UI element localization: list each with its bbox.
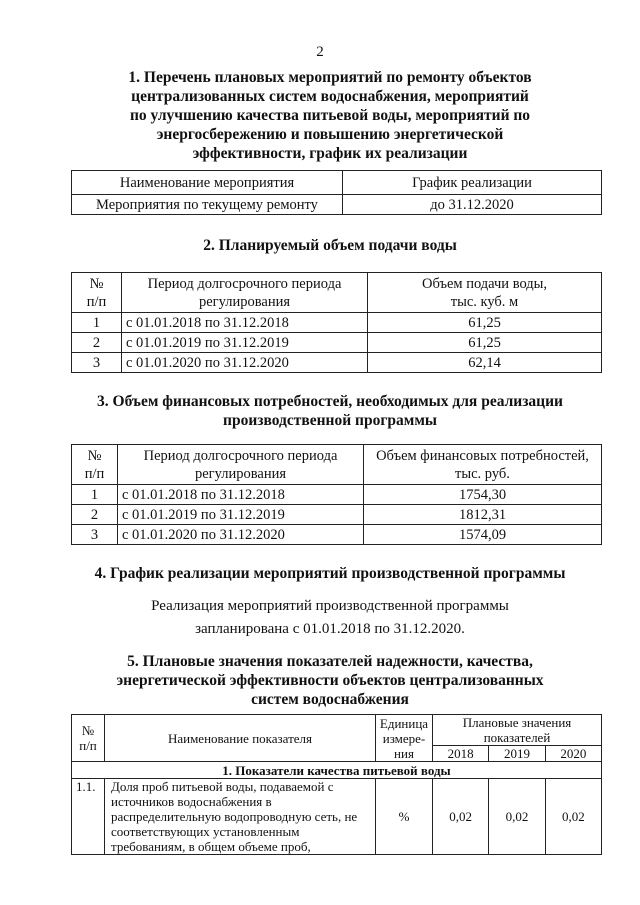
header-line: п/п [84, 465, 105, 482]
table-row [72, 333, 602, 353]
section1-header-schedule: График реализации [343, 171, 602, 195]
header-line: п/п [86, 293, 107, 310]
section3-header-period [118, 445, 364, 485]
row-period: с 01.01.2018 по 31.12.2018 [118, 485, 364, 505]
section2-header-num [72, 273, 122, 313]
section1-cell: до 31.12.2020 [343, 195, 602, 215]
section1-title-line: энергосбережению и повышению энергетической [156, 126, 504, 143]
table-row [72, 353, 602, 373]
row-period: с 01.01.2019 по 31.12.2019 [122, 333, 368, 353]
row-value: 61,25 [368, 333, 602, 353]
header-line: Объем финансовых потребностей, [376, 447, 589, 464]
header-line: Плановые значения [462, 715, 572, 730]
section1-table [71, 170, 602, 215]
section1-cell: Мероприятия по текущему ремонту [72, 195, 343, 215]
section4-title: 4. График реализации мероприятий производственной программы [94, 565, 566, 582]
header-line: ния [394, 745, 414, 761]
header-line: № [89, 275, 104, 292]
row-period: с 01.01.2020 по 31.12.2020 [122, 353, 368, 373]
section3-title-line: производственной программы [223, 412, 437, 429]
section3-header-num [72, 445, 118, 485]
header-line: тыс. куб. м [450, 293, 519, 310]
section5-header-unit [376, 715, 433, 762]
table-row [72, 779, 602, 855]
row-num: 2 [72, 333, 122, 353]
section2-title-block [60, 236, 600, 255]
section1-header-name: Наименование мероприятия [72, 171, 343, 195]
header-line: тыс. руб. [455, 465, 510, 482]
row-value-2019: 0,02 [489, 779, 545, 855]
section3-title [40, 392, 620, 430]
row-name-line: источников водоснабжения в [111, 794, 272, 809]
section1-title-line: централизованных систем водоснабжения, мероприятий [131, 88, 529, 105]
row-num: 1.1. [72, 779, 105, 855]
row-value-2020: 0,02 [545, 779, 601, 855]
header-line: измере- [382, 730, 426, 746]
table-row [72, 505, 602, 525]
row-num: 3 [72, 353, 122, 373]
section1-title [60, 68, 600, 163]
header-line: регулирования [198, 293, 291, 310]
section4-text [40, 595, 620, 641]
section5-title-line: 5. Плановые значения показателей надежности, качества, [127, 653, 533, 670]
header-line: Период долгосрочного периода [143, 447, 338, 464]
section4-text-line: запланирована с 01.01.2018 по 31.12.2020. [195, 621, 465, 637]
section2-header-period [122, 273, 368, 313]
section5-header-num [72, 715, 105, 762]
row-name-line: Доля проб питьевой воды, подаваемой с [111, 779, 334, 794]
header-line: Период долгосрочного периода [147, 275, 342, 292]
section1-title-line: по улучшению качества питьевой воды, мероприятий по [129, 107, 531, 124]
section1-title-line: 1. Перечень плановых мероприятий по ремонту объектов [128, 69, 532, 86]
table-row [72, 485, 602, 505]
section4-text-line: Реализация мероприятий производственной программы [151, 598, 509, 614]
section3-table [71, 444, 602, 545]
row-name [105, 779, 376, 855]
section4-title-block [40, 564, 620, 583]
row-num: 1 [72, 313, 122, 333]
year-2018: 2018 [433, 746, 489, 762]
row-num: 2 [72, 505, 118, 525]
header-line: № [81, 723, 95, 738]
row-value-2018: 0,02 [433, 779, 489, 855]
row-name-line: распределительную водопроводную сеть, не [111, 809, 358, 824]
row-num: 1 [72, 485, 118, 505]
section5-title [40, 652, 620, 709]
table-row [72, 195, 602, 215]
section5-header-plan [433, 715, 602, 746]
header-line: Объем подачи воды, [421, 275, 548, 292]
table-row [72, 525, 602, 545]
year-2020: 2020 [545, 746, 601, 762]
header-line: Единица [379, 715, 429, 731]
table-row [72, 313, 602, 333]
section2-table [71, 272, 602, 373]
row-unit: % [376, 779, 433, 855]
row-value: 61,25 [368, 313, 602, 333]
section5-title-line: систем водоснабжения [251, 691, 409, 708]
header-line: п/п [79, 738, 97, 753]
row-name-line: соответствующих установленным [111, 824, 300, 839]
section5-title-line: энергетической эффективности объектов централизованных [116, 672, 544, 689]
section3-header-value [364, 445, 602, 485]
page-number: 2 [316, 44, 324, 60]
header-line: регулирования [194, 465, 287, 482]
row-period: с 01.01.2019 по 31.12.2019 [118, 505, 364, 525]
section3-title-line: 3. Объем финансовых потребностей, необходимых для реализации [97, 393, 563, 410]
row-num: 3 [72, 525, 118, 545]
row-value: 1812,31 [364, 505, 602, 525]
row-value: 1574,09 [364, 525, 602, 545]
header-line: № [87, 447, 102, 464]
row-name-line: требованиям, в общем объеме проб, [111, 839, 311, 854]
section5-header-name: Наименование показателя [105, 715, 376, 762]
row-period: с 01.01.2018 по 31.12.2018 [122, 313, 368, 333]
section5-table [71, 714, 602, 855]
section1-title-line: эффективности, график их реализации [192, 145, 468, 162]
section2-header-value [368, 273, 602, 313]
year-2019: 2019 [489, 746, 545, 762]
row-period: с 01.01.2020 по 31.12.2020 [118, 525, 364, 545]
row-value: 62,14 [368, 353, 602, 373]
section2-title: 2. Планируемый объем подачи воды [203, 237, 457, 254]
section5-group-title: 1. Показатели качества питьевой воды [72, 762, 602, 779]
row-value: 1754,30 [364, 485, 602, 505]
header-line: показателей [483, 730, 551, 745]
